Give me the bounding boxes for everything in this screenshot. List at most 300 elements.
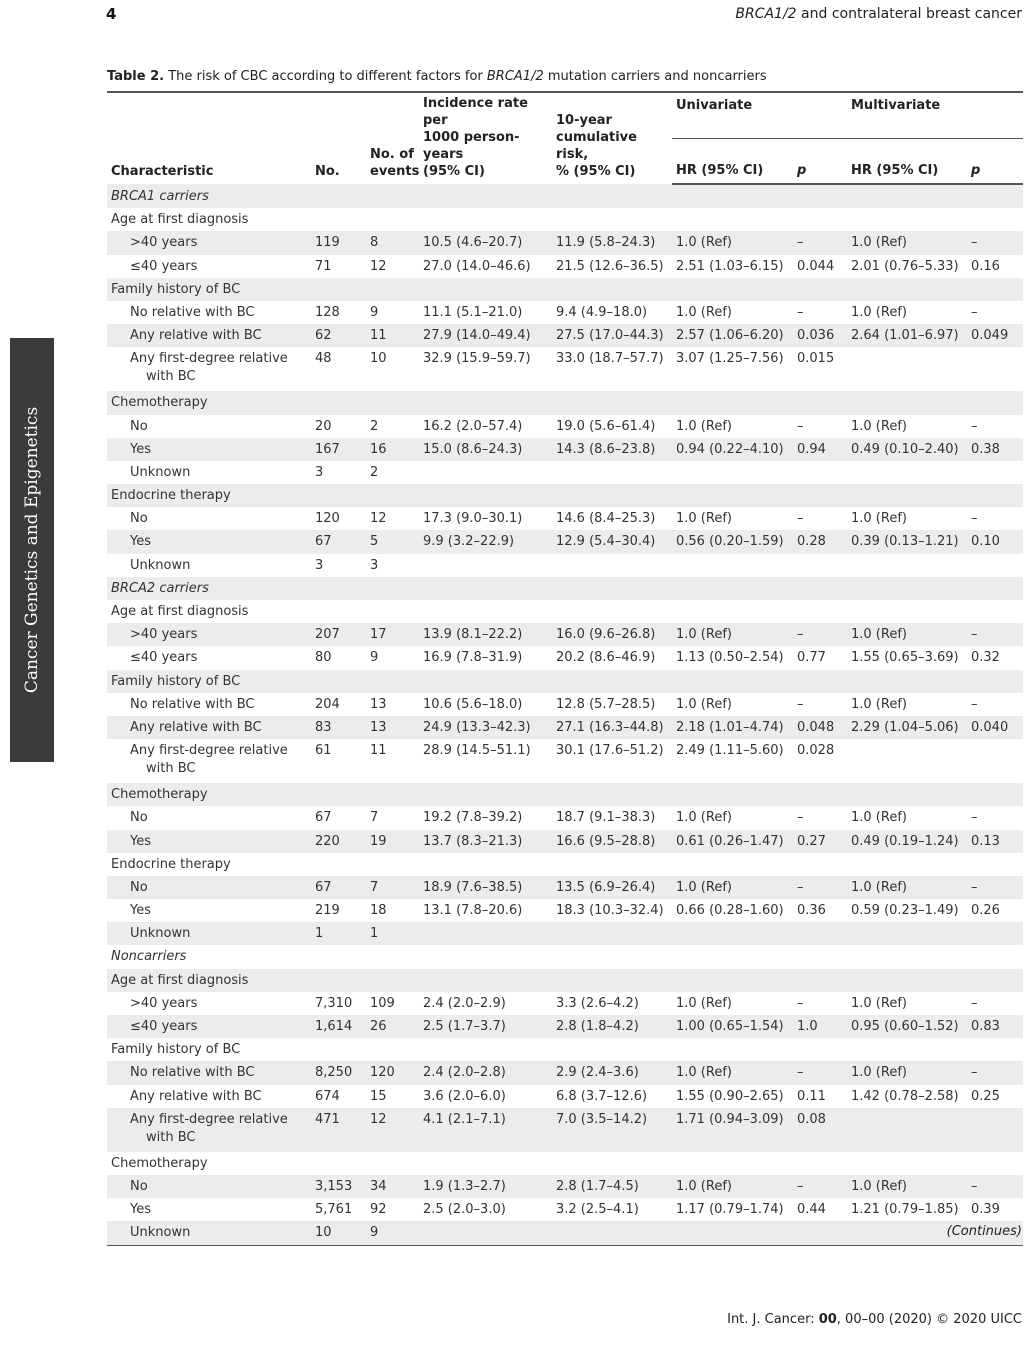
cell-incidence: 13.7 (8.3–21.3) — [419, 830, 552, 853]
cell-cumulative-risk: 13.5 (6.9–26.4) — [552, 876, 672, 899]
cell-no: 167 — [311, 438, 366, 461]
cell-incidence: 18.9 (7.6–38.5) — [419, 876, 552, 899]
cell-no: 220 — [311, 830, 366, 853]
cell-cumulative-risk: 14.3 (8.6–23.8) — [552, 438, 672, 461]
cell-no: 67 — [315, 810, 332, 826]
cell-univariate-hr: 1.0 (Ref) — [676, 304, 732, 320]
cell-multivariate-p: 0.32 — [971, 650, 1000, 666]
group-row — [107, 391, 1023, 414]
cell-no: 3 — [315, 557, 324, 573]
table-row — [107, 530, 1023, 553]
section-row — [107, 577, 1023, 600]
cell-univariate-hr: 1.0 (Ref) — [676, 810, 732, 826]
cell-events: 7 — [370, 810, 379, 826]
cell-univariate-p: 0.028 — [797, 743, 835, 759]
group-row — [107, 484, 1023, 507]
cell-cumulative-risk: 18.3 (10.3–32.4) — [556, 903, 664, 919]
table-row — [107, 438, 1023, 461]
table-row — [107, 1175, 1023, 1198]
table-caption — [107, 69, 767, 84]
table-row — [107, 1198, 1023, 1221]
table-row — [107, 347, 1023, 391]
cell-univariate-p: 0.048 — [793, 716, 847, 739]
cell-no: 219 — [315, 903, 340, 919]
cell-events: 13 — [370, 696, 387, 712]
group-label: Age at first diagnosis — [111, 604, 249, 619]
cell-characteristic: Any relative with BC — [107, 324, 311, 347]
journal-footer-prefix: Int. J. Cancer: — [727, 1312, 819, 1327]
cell-multivariate-p: – — [971, 511, 978, 527]
cell-univariate-p: 0.77 — [797, 650, 826, 666]
cell-univariate-hr: 1.0 (Ref) — [672, 231, 793, 254]
cell-multivariate-hr: 1.0 (Ref) — [847, 1175, 967, 1198]
cell-multivariate-p — [967, 922, 1023, 945]
cell-no: 10 — [311, 1221, 366, 1245]
cell-univariate-p — [793, 461, 847, 484]
cell-no: 3 — [315, 464, 324, 480]
group-label: Family history of BC — [107, 670, 1023, 693]
group-label: Chemotherapy — [111, 1155, 208, 1171]
cell-cumulative-risk: 14.6 (8.4–25.3) — [556, 511, 656, 527]
cell-incidence: 27.0 (14.0–46.6) — [423, 258, 531, 274]
cell-multivariate-hr: 1.0 (Ref) — [851, 696, 907, 712]
cell-multivariate-hr: 0.59 (0.23–1.49) — [851, 903, 959, 919]
cell-cumulative-risk: 2.8 (1.8–4.2) — [552, 1015, 672, 1038]
cell-characteristic: No — [130, 810, 148, 826]
cell-events: 26 — [366, 1015, 419, 1038]
cell-cumulative-risk: 2.9 (2.4–3.6) — [552, 1061, 672, 1084]
cell-multivariate-p: 0.26 — [971, 903, 1000, 919]
group-multivariate: Multivariate — [847, 92, 1023, 139]
cell-events: 2 — [370, 418, 379, 434]
cell-incidence: 16.2 (2.0–57.4) — [423, 418, 523, 434]
cell-cumulative-risk — [552, 1221, 672, 1245]
cell-characteristic: No relative with BC — [107, 1061, 311, 1084]
cell-characteristic: No — [107, 876, 311, 899]
cell-univariate-p: 0.044 — [797, 258, 835, 274]
col-incidence-line2: 1000 person-years — [423, 130, 520, 162]
cell-no: 1 — [311, 922, 366, 945]
cell-characteristic — [107, 1108, 311, 1152]
cell-cumulative-risk: 12.8 (5.7–28.5) — [556, 696, 656, 712]
table-caption-text-end: mutation carriers and noncarriers — [543, 69, 767, 84]
cell-characteristic: Unknown — [130, 557, 191, 573]
cell-cumulative-risk: 16.0 (9.6–26.8) — [552, 623, 672, 646]
cell-incidence: 32.9 (15.9–59.7) — [423, 351, 531, 367]
cell-no: 8,250 — [311, 1061, 366, 1084]
cell-events: 11 — [366, 324, 419, 347]
group-row — [107, 670, 1023, 693]
cell-univariate-p: 0.27 — [793, 830, 847, 853]
group-row — [107, 783, 1023, 806]
cell-incidence: 2.4 (2.0–2.9) — [423, 995, 506, 1011]
cell-univariate-hr: 2.18 (1.01–4.74) — [672, 716, 793, 739]
cell-characteristic: No — [130, 418, 148, 434]
cell-univariate-p: 0.11 — [797, 1088, 826, 1104]
cell-univariate-p: – — [797, 418, 804, 434]
cell-cumulative-risk: 21.5 (12.6–36.5) — [556, 258, 664, 274]
results-table — [107, 91, 1023, 1246]
cell-multivariate-p: – — [967, 1175, 1023, 1198]
cell-multivariate-hr: 1.42 (0.78–2.58) — [851, 1088, 959, 1104]
cell-multivariate-p: – — [967, 623, 1023, 646]
cell-incidence — [419, 1221, 552, 1245]
table-caption-gene: BRCA1/2 — [486, 69, 544, 84]
section-label: BRCA1 carriers — [107, 184, 1023, 208]
cell-univariate-hr: 1.00 (0.65–1.54) — [672, 1015, 793, 1038]
cell-multivariate-p: 0.10 — [967, 530, 1023, 553]
cell-univariate-p: – — [793, 876, 847, 899]
cell-characteristic: >40 years — [107, 231, 311, 254]
cell-no: 3,153 — [311, 1175, 366, 1198]
cell-no: 5,761 — [315, 1202, 353, 1218]
cell-no: 80 — [315, 650, 332, 666]
cell-no: 83 — [311, 716, 366, 739]
col-cumrisk-line2: cumulative risk, — [556, 130, 637, 162]
cell-univariate-p: 0.28 — [793, 530, 847, 553]
cell-univariate-p: 1.0 — [793, 1015, 847, 1038]
cell-no: 62 — [311, 324, 366, 347]
cell-multivariate-p: 0.39 — [971, 1202, 1000, 1218]
cell-multivariate-p: – — [971, 810, 978, 826]
cell-characteristic-line2: with BC — [146, 1129, 196, 1145]
col-multivariate-p: p — [967, 139, 1023, 184]
cell-events: 1 — [366, 922, 419, 945]
cell-events: 7 — [366, 876, 419, 899]
cell-incidence: 2.4 (2.0–2.8) — [419, 1061, 552, 1084]
group-label: Endocrine therapy — [111, 856, 231, 872]
group-label: Endocrine therapy — [107, 484, 1023, 507]
table-row — [107, 922, 1023, 945]
cell-univariate-hr: 1.0 (Ref) — [676, 511, 732, 527]
cell-events: 18 — [370, 903, 387, 919]
cell-multivariate-hr: 1.0 (Ref) — [847, 623, 967, 646]
journal-footer — [727, 1312, 1022, 1327]
cell-univariate-p: 0.08 — [793, 1108, 847, 1152]
cell-no: 204 — [315, 696, 340, 712]
running-head-gene: BRCA1/2 — [735, 6, 797, 22]
running-head-title: and contralateral breast cancer — [796, 6, 1022, 22]
cell-univariate-hr: 1.0 (Ref) — [672, 1061, 793, 1084]
cell-cumulative-risk — [552, 554, 672, 577]
cell-multivariate-p — [967, 461, 1023, 484]
cell-events: 5 — [366, 530, 419, 553]
cell-incidence: 17.3 (9.0–30.1) — [423, 511, 523, 527]
table-row — [107, 830, 1023, 853]
cell-univariate-p: – — [797, 995, 804, 1011]
cell-incidence — [419, 461, 552, 484]
cell-univariate-hr: 1.0 (Ref) — [672, 623, 793, 646]
cell-incidence: 27.9 (14.0–49.4) — [419, 324, 552, 347]
cell-univariate-p — [793, 554, 847, 577]
cell-cumulative-risk: 3.2 (2.5–4.1) — [556, 1202, 639, 1218]
section-row — [107, 184, 1023, 208]
cell-multivariate-p — [967, 347, 1023, 391]
group-row — [107, 600, 1023, 623]
cell-no: 20 — [315, 418, 332, 434]
cell-events: 19 — [366, 830, 419, 853]
cell-characteristic: ≤40 years — [107, 1015, 311, 1038]
results-table-container — [107, 91, 1023, 1246]
cell-characteristic: No relative with BC — [130, 696, 255, 712]
col-events — [366, 92, 419, 184]
table-row — [107, 461, 1023, 484]
cell-no: 71 — [315, 258, 332, 274]
cell-univariate-hr: 1.0 (Ref) — [676, 696, 732, 712]
cell-cumulative-risk: 11.9 (5.8–24.3) — [552, 231, 672, 254]
cell-incidence: 13.9 (8.1–22.2) — [419, 623, 552, 646]
cell-univariate-p: – — [793, 231, 847, 254]
cell-multivariate-p: – — [971, 304, 978, 320]
cell-no: 119 — [311, 231, 366, 254]
cell-events: 13 — [366, 716, 419, 739]
cell-characteristic-line1: Any first-degree relative — [130, 1111, 288, 1127]
cell-characteristic: Yes — [107, 438, 311, 461]
cell-events: 12 — [370, 511, 387, 527]
cell-incidence: 19.2 (7.8–39.2) — [423, 810, 523, 826]
table-row — [107, 716, 1023, 739]
page-number: 4 — [106, 5, 117, 23]
cell-univariate-hr: 1.17 (0.79–1.74) — [676, 1202, 784, 1218]
cell-events: 10 — [370, 351, 387, 367]
cell-univariate-hr — [672, 554, 793, 577]
cell-incidence: 4.1 (2.1–7.1) — [419, 1108, 552, 1152]
cell-multivariate-hr: 1.0 (Ref) — [851, 304, 907, 320]
cell-characteristic: Unknown — [130, 464, 191, 480]
cell-multivariate-p: 0.83 — [967, 1015, 1023, 1038]
cell-incidence: 28.9 (14.5–51.1) — [423, 743, 531, 759]
cell-univariate-p: – — [797, 696, 804, 712]
cell-events: 9 — [366, 1221, 419, 1245]
cell-univariate-p — [793, 1221, 847, 1245]
cell-events: 34 — [366, 1175, 419, 1198]
table-row — [107, 899, 1023, 922]
cell-cumulative-risk: 12.9 (5.4–30.4) — [552, 530, 672, 553]
cell-events: 109 — [370, 995, 395, 1011]
cell-events: 120 — [366, 1061, 419, 1084]
cell-univariate-p: – — [793, 623, 847, 646]
cell-events: 3 — [370, 557, 379, 573]
cell-univariate-p: – — [793, 1175, 847, 1198]
table-row — [107, 646, 1023, 669]
cell-multivariate-p — [967, 554, 1023, 577]
group-row — [107, 1152, 1023, 1175]
cell-multivariate-hr — [847, 739, 967, 783]
table-row — [107, 231, 1023, 254]
cell-cumulative-risk: 7.0 (3.5–14.2) — [552, 1108, 672, 1152]
cell-multivariate-p: – — [967, 231, 1023, 254]
cell-univariate-p: – — [797, 304, 804, 320]
cell-multivariate-hr — [847, 554, 967, 577]
cell-incidence — [419, 554, 552, 577]
cell-characteristic: Unknown — [107, 1221, 311, 1245]
cell-univariate-hr: 0.94 (0.22–4.10) — [672, 438, 793, 461]
cell-characteristic-line1: Any first-degree relative — [130, 743, 288, 759]
cell-multivariate-p: 0.38 — [967, 438, 1023, 461]
cell-multivariate-hr — [847, 461, 967, 484]
cell-incidence: 1.9 (1.3–2.7) — [419, 1175, 552, 1198]
table-row — [107, 693, 1023, 716]
cell-incidence: 2.5 (2.0–3.0) — [423, 1202, 506, 1218]
cell-no: 674 — [315, 1088, 340, 1104]
cell-univariate-hr: 2.51 (1.03–6.15) — [676, 258, 784, 274]
cell-univariate-hr: 2.49 (1.11–5.60) — [676, 743, 784, 759]
cell-cumulative-risk: 27.5 (17.0–44.3) — [552, 324, 672, 347]
journal-footer-volume: 00 — [818, 1312, 837, 1327]
cell-multivariate-p: – — [967, 1061, 1023, 1084]
section-label: Noncarriers — [111, 949, 187, 965]
cell-characteristic: Unknown — [107, 922, 311, 945]
cell-multivariate-hr: 0.39 (0.13–1.21) — [847, 530, 967, 553]
table-row — [107, 992, 1023, 1015]
cell-incidence: 24.9 (13.3–42.3) — [419, 716, 552, 739]
cell-characteristic: ≤40 years — [130, 258, 198, 274]
cell-characteristic: Any relative with BC — [107, 716, 311, 739]
table-row — [107, 1061, 1023, 1084]
cell-cumulative-risk — [552, 922, 672, 945]
section-side-tab — [10, 338, 54, 762]
cell-events: 2 — [370, 464, 379, 480]
group-label: Family history of BC — [111, 1042, 241, 1058]
section-row — [107, 945, 1023, 968]
cell-univariate-hr — [672, 461, 793, 484]
col-incidence-line1: Incidence rate per — [423, 96, 528, 128]
table-caption-label: Table 2. — [107, 69, 165, 84]
cell-univariate-p: 0.94 — [793, 438, 847, 461]
cell-multivariate-p — [967, 739, 1023, 783]
group-row — [107, 1038, 1023, 1061]
cell-univariate-hr: 0.61 (0.26–1.47) — [672, 830, 793, 853]
table-row — [107, 806, 1023, 829]
cell-multivariate-p: – — [967, 876, 1023, 899]
cell-no: 7,310 — [315, 995, 353, 1011]
cell-incidence: 13.1 (7.8–20.6) — [423, 903, 523, 919]
col-cumrisk-line3: % (95% CI) — [556, 164, 636, 179]
cell-events: 92 — [370, 1202, 387, 1218]
cell-multivariate-hr: 0.95 (0.60–1.52) — [847, 1015, 967, 1038]
table-row — [107, 554, 1023, 577]
cell-cumulative-risk: 6.8 (3.7–12.6) — [556, 1088, 648, 1104]
cell-incidence: 2.5 (1.7–3.7) — [419, 1015, 552, 1038]
cell-multivariate-p: – — [971, 696, 978, 712]
cell-characteristic: Yes — [107, 530, 311, 553]
cell-cumulative-risk: 3.3 (2.6–4.2) — [556, 995, 639, 1011]
cell-no: 128 — [315, 304, 340, 320]
cell-cumulative-risk: 2.8 (1.7–4.5) — [552, 1175, 672, 1198]
cell-multivariate-hr: 2.64 (1.01–6.97) — [847, 324, 967, 347]
cell-univariate-p: 0.036 — [793, 324, 847, 347]
cell-univariate-hr: 1.0 (Ref) — [676, 995, 732, 1011]
cell-cumulative-risk: 18.7 (9.1–38.3) — [556, 810, 656, 826]
cell-incidence: 11.1 (5.1–21.0) — [423, 304, 523, 320]
col-characteristic: Characteristic — [107, 92, 311, 184]
cell-cumulative-risk — [552, 461, 672, 484]
cell-events: 16 — [366, 438, 419, 461]
cell-multivariate-p: – — [971, 418, 978, 434]
cell-cumulative-risk: 30.1 (17.6–51.2) — [556, 743, 664, 759]
cell-multivariate-hr: 0.49 (0.10–2.40) — [847, 438, 967, 461]
cell-events: 15 — [370, 1088, 387, 1104]
group-label: Chemotherapy — [107, 391, 1023, 414]
cell-events: 12 — [366, 1108, 419, 1152]
cell-characteristic — [107, 739, 311, 783]
cell-univariate-p: – — [793, 1061, 847, 1084]
cell-multivariate-hr: 1.0 (Ref) — [851, 418, 907, 434]
cell-incidence — [419, 922, 552, 945]
group-label: Age at first diagnosis — [107, 969, 1023, 992]
cell-incidence: 3.6 (2.0–6.0) — [423, 1088, 506, 1104]
table-body — [107, 184, 1023, 1245]
cell-no: 120 — [315, 511, 340, 527]
cell-cumulative-risk: 9.4 (4.9–18.0) — [556, 304, 648, 320]
cell-multivariate-hr: 1.0 (Ref) — [851, 511, 907, 527]
cell-no: 1,614 — [311, 1015, 366, 1038]
group-row — [107, 969, 1023, 992]
table-row — [107, 623, 1023, 646]
col-incidence-line3: (95% CI) — [423, 164, 485, 179]
cell-multivariate-p: 0.25 — [971, 1088, 1000, 1104]
cell-cumulative-risk: 19.0 (5.6–61.4) — [556, 418, 656, 434]
cell-univariate-p: 0.36 — [797, 903, 826, 919]
cell-characteristic: Any relative with BC — [130, 1088, 262, 1104]
cell-no: 471 — [311, 1108, 366, 1152]
cell-characteristic-line2: with BC — [146, 761, 196, 777]
cell-univariate-hr: 0.56 (0.20–1.59) — [672, 530, 793, 553]
journal-footer-suffix: , 00–00 (2020) © 2020 UICC — [836, 1312, 1022, 1327]
continues-note: (Continues) — [946, 1224, 1022, 1239]
cell-no: 48 — [315, 351, 332, 367]
cell-multivariate-hr: 1.55 (0.65–3.69) — [851, 650, 959, 666]
cell-multivariate-hr: 1.0 (Ref) — [847, 231, 967, 254]
group-row — [107, 208, 1023, 231]
cell-multivariate-hr — [847, 1108, 967, 1152]
cell-univariate-hr: 1.0 (Ref) — [672, 1175, 793, 1198]
cell-no: 61 — [315, 743, 332, 759]
cell-multivariate-p — [967, 1108, 1023, 1152]
cell-univariate-hr: 1.0 (Ref) — [676, 418, 732, 434]
col-univariate-hr: HR (95% CI) — [672, 139, 793, 184]
cell-univariate-hr: 1.55 (0.90–2.65) — [676, 1088, 784, 1104]
group-label: Chemotherapy — [107, 783, 1023, 806]
cell-characteristic: Yes — [130, 903, 151, 919]
cell-incidence: 15.0 (8.6–24.3) — [419, 438, 552, 461]
section-side-tab-label: Cancer Genetics and Epigenetics — [22, 406, 42, 694]
cell-univariate-hr: 3.07 (1.25–7.56) — [676, 351, 784, 367]
table-row — [107, 876, 1023, 899]
cell-events: 11 — [370, 743, 387, 759]
cell-univariate-hr: 1.0 (Ref) — [672, 876, 793, 899]
cell-multivariate-p: – — [971, 995, 978, 1011]
cell-univariate-p: 0.44 — [797, 1202, 826, 1218]
cell-multivariate-p: 0.13 — [967, 830, 1023, 853]
table-row — [107, 415, 1023, 438]
cell-characteristic: No — [107, 1175, 311, 1198]
running-head — [735, 6, 1022, 22]
cell-incidence: 10.5 (4.6–20.7) — [419, 231, 552, 254]
col-univariate-p: p — [793, 139, 847, 184]
cell-events: 12 — [370, 258, 387, 274]
cell-events: 9 — [370, 650, 379, 666]
cell-events: 8 — [366, 231, 419, 254]
group-row — [107, 853, 1023, 876]
cell-univariate-hr: 0.66 (0.28–1.60) — [676, 903, 784, 919]
cell-multivariate-hr: 2.01 (0.76–5.33) — [851, 258, 959, 274]
cell-characteristic: >40 years — [130, 995, 198, 1011]
table-row — [107, 739, 1023, 783]
table-header — [107, 92, 1023, 184]
table-row — [107, 1221, 1023, 1245]
cell-multivariate-hr: 1.21 (0.79–1.85) — [851, 1202, 959, 1218]
